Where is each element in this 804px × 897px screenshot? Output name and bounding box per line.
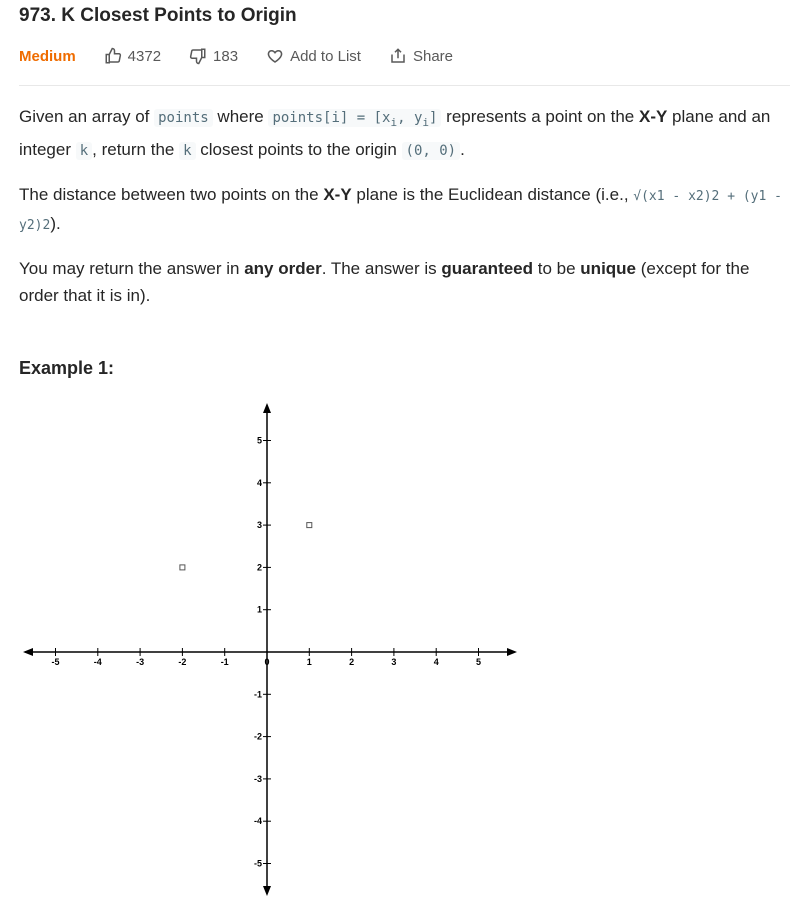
problem-description	[19, 103, 789, 325]
thumbs-up-icon	[104, 47, 122, 65]
description-paragraph-1: Given an array of points where points[i] = [$x_i$, $y_i$] represents a point on the X-Y plane and an integer k , return the k closest points to the origin (0, 0) .	[19, 107, 771, 159]
example-1-title: Example 1:	[19, 358, 115, 378]
x-tick-label: -4	[93, 657, 102, 667]
y-tick-label: -1	[253, 689, 262, 700]
thumbs-down-icon	[189, 47, 207, 65]
x-tick-label: 1	[306, 657, 312, 667]
x-tick-label: 2	[349, 657, 355, 667]
y-tick-label: -3	[253, 773, 262, 784]
y-tick-label: 5	[256, 435, 262, 446]
problem-title: 973. K Closest Points to Origin	[19, 5, 297, 26]
share-button[interactable]	[389, 47, 453, 65]
y-tick-label: 2	[256, 562, 262, 573]
euclidean-formula: √(x1 - x2)2 + (y1 - y2)2	[19, 188, 782, 233]
y-axis-arrow-bottom	[263, 886, 271, 896]
share-label: Share	[412, 47, 453, 65]
description-paragraph-3: You may return the answer in any order. The answer is guaranteed to be unique (except for the order that it is in).	[19, 258, 750, 305]
data-point	[307, 523, 312, 528]
share-icon	[389, 47, 407, 65]
description-paragraph-2: The distance between two points on the X-Y plane is the Euclidean distance (i.e., √(x1 - x2)2 + (y1 - y2)2).	[19, 184, 782, 233]
dislike-count: 183	[213, 47, 239, 65]
add-to-list-button[interactable]	[266, 47, 361, 65]
x-tick-label: -2	[178, 657, 187, 667]
y-tick-label: -2	[253, 731, 262, 742]
data-point	[180, 565, 185, 570]
x-axis-arrow-left	[23, 648, 33, 656]
dislike-button[interactable]	[189, 47, 238, 65]
x-axis-arrow-right	[507, 648, 517, 656]
example-1-plot	[20, 400, 520, 897]
y-tick-label: 1	[256, 604, 262, 615]
x-tick-label: 0	[264, 657, 270, 667]
add-to-list-label: Add to List	[290, 47, 361, 65]
x-tick-label: -1	[220, 657, 229, 667]
header-divider	[19, 85, 790, 86]
difficulty-badge: Medium	[19, 47, 76, 65]
y-tick-label: 4	[256, 477, 262, 488]
x-tick-label: 4	[433, 657, 439, 667]
problem-meta-bar	[19, 45, 481, 67]
like-button[interactable]	[104, 47, 161, 65]
like-count: 4372	[127, 47, 162, 65]
x-tick-label: -3	[136, 657, 145, 667]
heart-icon	[266, 47, 284, 65]
x-tick-label: 5	[475, 657, 482, 667]
y-tick-label: -5	[253, 858, 262, 869]
y-tick-label: 3	[256, 520, 262, 531]
x-tick-label: -5	[51, 657, 60, 667]
y-tick-label: -4	[253, 816, 262, 827]
y-axis-arrow-top	[263, 403, 271, 413]
x-tick-label: 3	[391, 657, 397, 667]
